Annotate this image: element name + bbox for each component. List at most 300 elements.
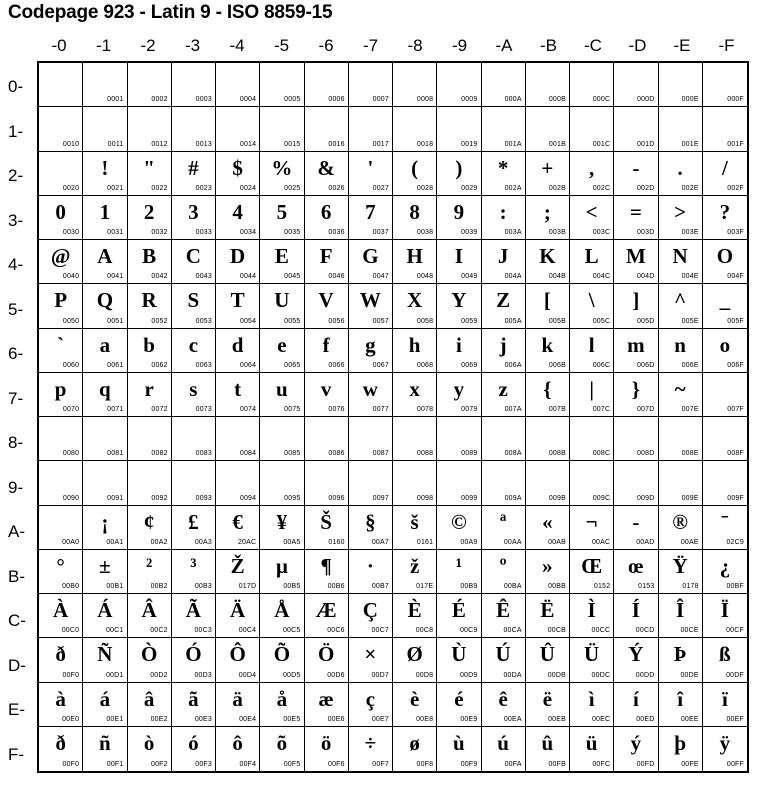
unicode-code: 0092: [151, 494, 168, 502]
char-glyph: «: [542, 509, 553, 534]
unicode-code: 0084: [239, 450, 257, 458]
char-glyph: ,: [589, 155, 595, 180]
unicode-code: 0051: [107, 317, 124, 325]
char-glyph: %: [271, 155, 293, 180]
unicode-code: 0055: [284, 317, 301, 325]
unicode-code: 00BF: [726, 583, 744, 590]
char-glyph: +: [541, 155, 554, 180]
char-cell: [128, 461, 172, 505]
char-glyph: Ë: [540, 598, 555, 622]
unicode-code: 0032: [151, 229, 168, 236]
unicode-code: 004B: [548, 273, 566, 281]
char-cell: [128, 152, 172, 196]
char-cell: [703, 550, 747, 594]
unicode-code: 00F5: [283, 761, 301, 768]
unicode-code: 0041: [107, 273, 124, 281]
unicode-code: 00CE: [680, 627, 699, 635]
char-cell: [128, 63, 172, 107]
char-cell: [83, 63, 127, 107]
unicode-code: 00DA: [503, 671, 522, 679]
char-cell: [393, 417, 437, 461]
char-cell: [482, 196, 526, 240]
char-glyph: š: [410, 509, 419, 534]
char-cell: [570, 373, 614, 417]
char-cell: [703, 594, 747, 638]
char-glyph: ê: [498, 686, 508, 711]
char-cell: [349, 594, 393, 638]
char-glyph: à: [55, 686, 66, 711]
char-cell: [393, 63, 437, 107]
char-glyph: ³: [190, 553, 197, 578]
unicode-code: 003C: [592, 229, 611, 236]
unicode-code: 0020: [62, 184, 80, 192]
unicode-code: 0048: [416, 273, 434, 281]
char-cell: [614, 727, 658, 771]
char-cell: [260, 594, 304, 638]
unicode-code: 00DB: [547, 671, 566, 679]
unicode-code: 00C6: [327, 627, 345, 635]
char-cell: [526, 506, 570, 550]
column-header: -3: [184, 36, 201, 55]
char-cell: [614, 284, 658, 328]
char-glyph: ¿: [719, 553, 731, 578]
unicode-code: 00B5: [283, 583, 301, 590]
char-glyph: f: [322, 332, 330, 357]
unicode-code: 001C: [592, 140, 611, 148]
char-cell: [260, 417, 304, 461]
unicode-code: 0088: [416, 450, 434, 458]
char-cell: [482, 461, 526, 505]
char-glyph: #: [188, 155, 199, 180]
char-cell: [703, 240, 747, 284]
unicode-code: 00F1: [106, 761, 124, 768]
unicode-code: 0085: [284, 450, 301, 458]
char-glyph: ù: [453, 730, 465, 755]
char-cell: [172, 329, 216, 373]
char-glyph: ò: [143, 730, 155, 755]
unicode-code: 00DF: [726, 671, 744, 679]
unicode-code: 0011: [107, 140, 124, 148]
unicode-code: 0066: [328, 361, 345, 369]
char-cell: [128, 107, 172, 151]
unicode-code: 0003: [195, 96, 212, 104]
char-glyph: 0: [55, 199, 66, 224]
unicode-code: 00A7: [371, 538, 389, 546]
char-cell: [349, 506, 393, 550]
unicode-code: 00E3: [194, 715, 212, 723]
codepage-grid: [37, 61, 749, 773]
char-cell: [128, 373, 172, 417]
char-cell: [526, 329, 570, 373]
unicode-code: 0098: [416, 494, 434, 502]
unicode-code: 0026: [328, 184, 345, 192]
unicode-code: 005D: [636, 317, 655, 325]
column-header: -2: [140, 36, 156, 55]
column-header: -5: [273, 36, 290, 55]
char-cell: [128, 594, 172, 638]
char-cell: [172, 373, 216, 417]
unicode-code: 00FF: [726, 761, 744, 768]
char-glyph: Í: [631, 598, 640, 622]
char-cell: [703, 107, 747, 151]
unicode-code: 00FC: [592, 761, 611, 768]
char-cell: [128, 727, 172, 771]
char-cell: [349, 107, 393, 151]
char-cell: [659, 373, 703, 417]
column-header: -A: [495, 36, 513, 55]
char-cell: [526, 63, 570, 107]
unicode-code: 005B: [548, 317, 566, 325]
char-cell: [526, 550, 570, 594]
unicode-code: 002F: [727, 184, 744, 192]
unicode-code: 00CB: [547, 627, 566, 635]
char-cell: [260, 152, 304, 196]
unicode-code: 0040: [62, 273, 80, 281]
unicode-code: 0004: [239, 96, 257, 104]
unicode-code: 0072: [151, 406, 168, 413]
row-header: B-: [8, 566, 25, 586]
char-cell: [437, 638, 481, 682]
unicode-code: 0031: [107, 229, 124, 236]
unicode-code: 0071: [107, 406, 124, 413]
unicode-code: 0060: [62, 361, 80, 369]
char-glyph: â: [143, 686, 155, 711]
unicode-code: 00CD: [635, 627, 655, 635]
char-cell: [128, 329, 172, 373]
unicode-code: 017E: [416, 583, 434, 590]
char-glyph: ÿ: [719, 730, 731, 755]
char-glyph: ': [367, 155, 374, 180]
unicode-code: 00B9: [460, 583, 478, 590]
unicode-code: 00F2: [150, 761, 168, 768]
char-cell: [703, 196, 747, 240]
unicode-code: 00D2: [150, 671, 168, 679]
char-cell: [39, 196, 83, 240]
unicode-code: 0086: [328, 450, 345, 458]
unicode-code: 00B0: [62, 583, 80, 590]
char-cell: [349, 417, 393, 461]
unicode-code: 0007: [372, 96, 389, 104]
unicode-code: 00B7: [371, 583, 389, 590]
char-cell: [437, 683, 481, 727]
column-header: -B: [540, 36, 557, 55]
char-cell: [393, 152, 437, 196]
char-cell: [482, 152, 526, 196]
unicode-code: 00FB: [548, 761, 566, 768]
char-glyph: ¢: [143, 509, 155, 534]
char-glyph: ß: [719, 642, 731, 667]
unicode-code: 20AC: [237, 538, 257, 546]
char-cell: [172, 152, 216, 196]
char-glyph: ú: [497, 730, 509, 755]
char-cell: [83, 638, 127, 682]
char-cell: [659, 107, 703, 151]
unicode-code: 008C: [592, 450, 611, 458]
char-cell: [570, 638, 614, 682]
column-header: -E: [673, 36, 691, 55]
unicode-code: 0057: [372, 317, 389, 325]
unicode-code: 0045: [284, 273, 301, 281]
unicode-code: 00C2: [150, 627, 168, 635]
char-glyph: €: [232, 509, 243, 534]
char-glyph: î: [677, 686, 684, 711]
char-glyph: S: [187, 288, 200, 313]
char-cell: [526, 683, 570, 727]
char-cell: [437, 506, 481, 550]
char-glyph: d: [231, 332, 244, 357]
char-cell: [437, 152, 481, 196]
unicode-code: 00E8: [416, 715, 434, 723]
char-cell: [305, 506, 349, 550]
unicode-code: 00E9: [460, 715, 478, 723]
char-cell: [614, 240, 658, 284]
unicode-code: 005A: [504, 317, 522, 325]
row-header: 1-: [8, 121, 24, 141]
unicode-code: 00CF: [726, 627, 744, 635]
char-cell: [570, 63, 614, 107]
char-cell: [482, 727, 526, 771]
char-cell: [128, 638, 172, 682]
unicode-code: 009A: [504, 494, 522, 502]
char-glyph: >: [674, 199, 687, 224]
char-glyph: U: [274, 288, 290, 313]
char-cell: [526, 107, 570, 151]
char-cell: [260, 550, 304, 594]
char-cell: [128, 506, 172, 550]
char-cell: [659, 63, 703, 107]
char-glyph: l: [588, 332, 595, 357]
unicode-code: 0039: [461, 229, 478, 236]
unicode-code: 0023: [195, 184, 212, 192]
char-cell: [83, 196, 127, 240]
char-cell: [305, 152, 349, 196]
unicode-code: 00D7: [371, 671, 389, 679]
unicode-code: 009E: [681, 494, 699, 502]
char-cell: [172, 417, 216, 461]
char-glyph: ¥: [276, 509, 288, 534]
char-glyph: T: [230, 288, 245, 313]
unicode-code: 00C0: [61, 627, 80, 635]
char-glyph: ²: [145, 553, 153, 578]
unicode-code: 006D: [636, 361, 655, 369]
unicode-code: 007E: [681, 406, 699, 413]
char-cell: [305, 461, 349, 505]
unicode-code: 0178: [682, 583, 699, 590]
char-glyph: œ: [628, 553, 644, 578]
char-cell: [172, 594, 216, 638]
char-cell: [349, 329, 393, 373]
unicode-code: 0153: [638, 583, 655, 590]
unicode-code: 00E1: [106, 715, 124, 723]
char-cell: [570, 240, 614, 284]
char-cell: [437, 417, 481, 461]
unicode-code: 00C1: [105, 627, 124, 635]
unicode-code: 00E2: [150, 715, 168, 723]
char-cell: [305, 550, 349, 594]
unicode-code: 0091: [107, 494, 124, 502]
unicode-code: 00F6: [327, 761, 345, 768]
char-glyph: Å: [274, 598, 290, 622]
unicode-code: 0061: [107, 361, 124, 369]
unicode-code: 001E: [681, 140, 699, 148]
unicode-code: 00C5: [282, 627, 301, 635]
unicode-code: 0019: [461, 140, 478, 148]
unicode-code: 0016: [328, 140, 345, 148]
unicode-code: 007A: [504, 406, 522, 413]
unicode-code: 004F: [727, 273, 744, 281]
char-cell: [526, 461, 570, 505]
unicode-code: 00C9: [459, 627, 478, 635]
column-header: -6: [318, 36, 334, 55]
char-cell: [659, 550, 703, 594]
char-glyph: a: [99, 332, 111, 357]
char-cell: [526, 152, 570, 196]
unicode-code: 0054: [239, 317, 257, 325]
char-cell: [437, 594, 481, 638]
unicode-code: 0022: [151, 184, 168, 192]
char-cell: [305, 240, 349, 284]
char-glyph: À: [53, 598, 69, 622]
char-glyph: 5: [276, 199, 288, 224]
unicode-code: 00DD: [635, 671, 655, 679]
unicode-code: 0065: [284, 361, 301, 369]
unicode-code: 00F8: [416, 761, 434, 768]
unicode-code: 0021: [107, 184, 124, 192]
char-cell: [614, 417, 658, 461]
unicode-code: 002E: [681, 184, 699, 192]
unicode-code: 0081: [107, 450, 124, 458]
unicode-code: 0042: [151, 273, 168, 281]
unicode-code: 00A9: [460, 538, 478, 546]
char-glyph: æ: [318, 686, 334, 711]
char-cell: [703, 63, 747, 107]
unicode-code: 000D: [636, 96, 655, 104]
unicode-code: 004C: [592, 273, 611, 281]
char-cell: [83, 594, 127, 638]
char-cell: [570, 284, 614, 328]
char-cell: [39, 461, 83, 505]
column-header: -F: [718, 36, 735, 55]
unicode-code: 0079: [461, 406, 478, 413]
column-header: -1: [95, 36, 112, 55]
char-cell: [703, 506, 747, 550]
char-cell: [305, 417, 349, 461]
char-glyph: z: [498, 376, 508, 401]
char-cell: [216, 594, 260, 638]
char-glyph: 6: [320, 199, 332, 224]
unicode-code: 0074: [239, 406, 257, 413]
unicode-code: 0090: [62, 494, 80, 502]
char-glyph: ÷: [364, 730, 377, 755]
unicode-code: 0059: [461, 317, 478, 325]
char-glyph: Ì: [587, 598, 596, 622]
char-glyph: å: [276, 686, 288, 711]
unicode-code: 00F7: [372, 761, 389, 768]
char-glyph: ": [143, 155, 155, 180]
row-header: 2-: [8, 166, 24, 185]
unicode-code: 0067: [372, 361, 389, 369]
char-glyph: ˉ: [721, 509, 729, 534]
char-cell: [614, 683, 658, 727]
char-glyph: è: [409, 686, 420, 711]
unicode-code: 005E: [681, 317, 699, 325]
char-glyph: ñ: [99, 730, 111, 755]
char-glyph: r: [144, 376, 154, 401]
unicode-code: 0093: [195, 494, 212, 502]
char-cell: [39, 373, 83, 417]
char-glyph: Ä: [230, 598, 246, 622]
unicode-code: 0077: [372, 406, 389, 413]
char-cell: [39, 152, 83, 196]
unicode-code: 0035: [284, 229, 301, 236]
char-cell: [526, 417, 570, 461]
char-cell: [305, 638, 349, 682]
unicode-code: 00E0: [62, 715, 80, 723]
unicode-code: 00C7: [371, 627, 389, 635]
char-glyph: Š: [320, 509, 332, 534]
char-glyph: Ô: [229, 642, 246, 667]
unicode-code: 0028: [416, 184, 434, 192]
char-cell: [39, 329, 83, 373]
unicode-code: 002C: [592, 184, 611, 192]
char-cell: [393, 107, 437, 151]
unicode-code: 0058: [416, 317, 434, 325]
char-cell: [482, 373, 526, 417]
unicode-code: 0030: [62, 229, 80, 236]
unicode-code: 0076: [328, 406, 345, 413]
char-glyph: ö: [320, 730, 332, 755]
char-glyph: þ: [674, 730, 686, 755]
char-glyph: @: [50, 244, 71, 268]
char-glyph: û: [541, 730, 554, 755]
unicode-code: 00EE: [680, 715, 699, 723]
unicode-code: 0099: [461, 494, 478, 502]
char-cell: [570, 417, 614, 461]
char-glyph: (: [411, 155, 419, 180]
char-cell: [703, 417, 747, 461]
unicode-code: 00E4: [239, 715, 257, 723]
char-cell: [216, 506, 260, 550]
unicode-code: 004A: [504, 273, 522, 281]
unicode-code: 004D: [636, 273, 655, 281]
char-cell: [526, 196, 570, 240]
char-glyph: X: [407, 288, 423, 313]
unicode-code: 00F0: [62, 761, 80, 768]
char-glyph: L: [584, 244, 599, 268]
char-glyph: o: [719, 332, 731, 357]
unicode-code: 00CC: [591, 627, 611, 635]
unicode-code: 0073: [195, 406, 212, 413]
char-glyph: n: [674, 332, 686, 357]
char-glyph: »: [542, 553, 553, 578]
char-cell: [216, 638, 260, 682]
char-cell: [39, 727, 83, 771]
char-glyph: O: [716, 244, 734, 268]
char-glyph: F: [319, 244, 333, 268]
unicode-code: 00F3: [195, 761, 212, 768]
char-cell: [83, 240, 127, 284]
unicode-code: 0064: [239, 361, 257, 369]
char-cell: [393, 550, 437, 594]
unicode-code: 00FD: [636, 761, 655, 768]
char-cell: [614, 638, 658, 682]
unicode-code: 001D: [636, 140, 655, 148]
unicode-code: 0094: [239, 494, 257, 502]
char-cell: [260, 240, 304, 284]
unicode-code: 006F: [727, 361, 744, 369]
row-header: 7-: [8, 388, 24, 408]
char-cell: [349, 727, 393, 771]
